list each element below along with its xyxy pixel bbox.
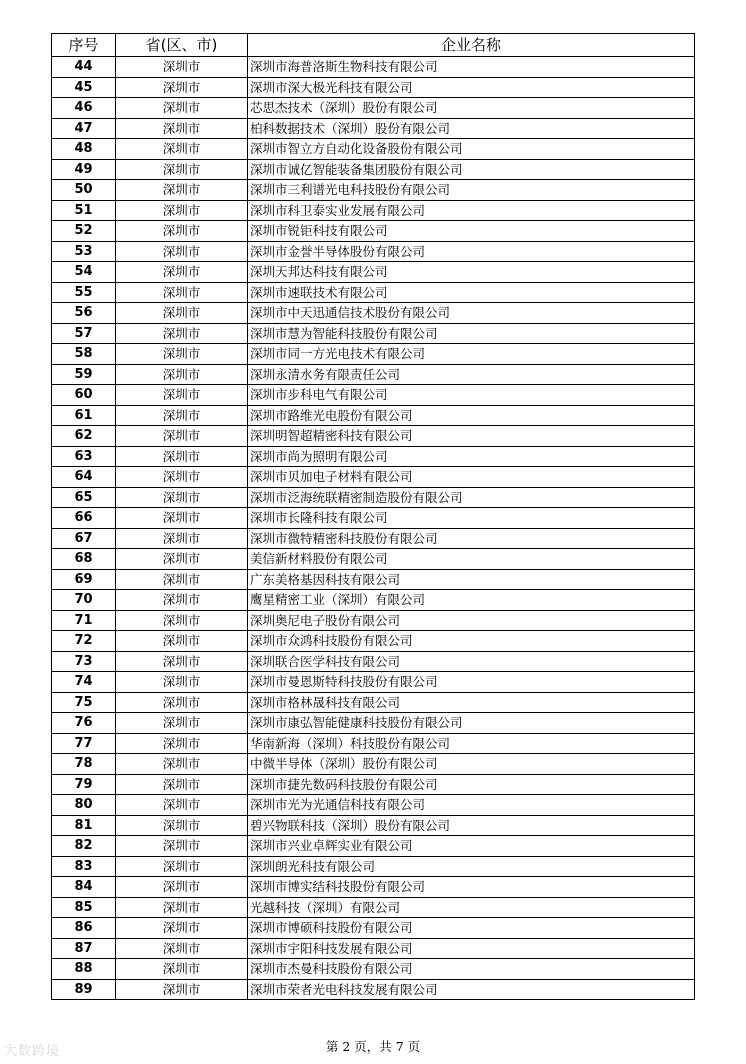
table-row — [52, 590, 695, 611]
table-row — [52, 159, 695, 180]
cell-company-name: 鹰星精密工业（深圳）有限公司 — [248, 590, 695, 611]
table-row — [52, 385, 695, 406]
cell-serial-number: 72 — [52, 631, 116, 652]
table-row — [52, 918, 695, 939]
cell-province: 深圳市 — [116, 344, 248, 365]
cell-serial-number: 58 — [52, 344, 116, 365]
page-footer: 第 2 页，共 7 页 — [325, 1039, 421, 1054]
cell-province: 深圳市 — [116, 200, 248, 221]
table-row — [52, 877, 695, 898]
cell-province: 深圳市 — [116, 590, 248, 611]
cell-serial-number: 86 — [52, 918, 116, 939]
table-body — [52, 57, 695, 1000]
cell-province: 深圳市 — [116, 651, 248, 672]
cell-province: 深圳市 — [116, 139, 248, 160]
cell-company-name: 深圳市智立方自动化设备股份有限公司 — [248, 139, 695, 160]
cell-province: 深圳市 — [116, 610, 248, 631]
cell-province: 深圳市 — [116, 180, 248, 201]
header-province: 省(区、市) — [116, 34, 248, 57]
cell-serial-number: 53 — [52, 241, 116, 262]
cell-company-name: 深圳市中天迅通信技术股份有限公司 — [248, 303, 695, 324]
cell-company-name: 深圳市科卫泰实业发展有限公司 — [248, 200, 695, 221]
cell-company-name: 深圳市同一方光电技术有限公司 — [248, 344, 695, 365]
cell-serial-number: 73 — [52, 651, 116, 672]
table-row — [52, 508, 695, 529]
cell-province: 深圳市 — [116, 692, 248, 713]
table-row — [52, 221, 695, 242]
cell-serial-number: 75 — [52, 692, 116, 713]
cell-province: 深圳市 — [116, 241, 248, 262]
table-row — [52, 795, 695, 816]
cell-province: 深圳市 — [116, 364, 248, 385]
table-row — [52, 344, 695, 365]
cell-province: 深圳市 — [116, 979, 248, 1000]
cell-company-name: 深圳天邦达科技有限公司 — [248, 262, 695, 283]
cell-company-name: 深圳市兴业卓辉实业有限公司 — [248, 836, 695, 857]
cell-province: 深圳市 — [116, 98, 248, 119]
cell-company-name: 柏科数据技术（深圳）股份有限公司 — [248, 118, 695, 139]
cell-serial-number: 45 — [52, 77, 116, 98]
cell-province: 深圳市 — [116, 118, 248, 139]
header-row — [52, 34, 695, 57]
cell-serial-number: 54 — [52, 262, 116, 283]
cell-province: 深圳市 — [116, 713, 248, 734]
cell-serial-number: 79 — [52, 774, 116, 795]
cell-serial-number: 66 — [52, 508, 116, 529]
cell-serial-number: 60 — [52, 385, 116, 406]
cell-company-name: 深圳市长隆科技有限公司 — [248, 508, 695, 529]
table-row — [52, 979, 695, 1000]
cell-serial-number: 64 — [52, 467, 116, 488]
table-row — [52, 282, 695, 303]
header-serial-number: 序号 — [52, 34, 116, 57]
cell-province: 深圳市 — [116, 262, 248, 283]
cell-province: 深圳市 — [116, 856, 248, 877]
cell-company-name: 深圳市三利谱光电科技股份有限公司 — [248, 180, 695, 201]
table-row — [52, 139, 695, 160]
cell-serial-number: 51 — [52, 200, 116, 221]
header-company-name: 企业名称 — [248, 34, 695, 57]
cell-serial-number: 70 — [52, 590, 116, 611]
cell-company-name: 深圳市深大极光科技有限公司 — [248, 77, 695, 98]
cell-province: 深圳市 — [116, 672, 248, 693]
cell-province: 深圳市 — [116, 528, 248, 549]
cell-province: 深圳市 — [116, 282, 248, 303]
cell-company-name: 深圳联合医学科技有限公司 — [248, 651, 695, 672]
cell-company-name: 深圳市金誉半导体股份有限公司 — [248, 241, 695, 262]
cell-serial-number: 47 — [52, 118, 116, 139]
cell-company-name: 深圳市泛海统联精密制造股份有限公司 — [248, 487, 695, 508]
cell-company-name: 深圳市诚亿智能装备集团股份有限公司 — [248, 159, 695, 180]
table-row — [52, 405, 695, 426]
cell-company-name: 中微半导体（深圳）股份有限公司 — [248, 754, 695, 775]
cell-province: 深圳市 — [116, 487, 248, 508]
cell-serial-number: 65 — [52, 487, 116, 508]
table-row — [52, 631, 695, 652]
table-row — [52, 303, 695, 324]
cell-serial-number: 68 — [52, 549, 116, 570]
cell-company-name: 深圳市锐钜科技有限公司 — [248, 221, 695, 242]
cell-company-name: 深圳市微特精密科技股份有限公司 — [248, 528, 695, 549]
cell-serial-number: 87 — [52, 938, 116, 959]
cell-company-name: 深圳市速联技术有限公司 — [248, 282, 695, 303]
cell-province: 深圳市 — [116, 323, 248, 344]
cell-company-name: 深圳市博实结科技股份有限公司 — [248, 877, 695, 898]
cell-company-name: 深圳奥尼电子股份有限公司 — [248, 610, 695, 631]
table-row — [52, 692, 695, 713]
cell-company-name: 深圳市尚为照明有限公司 — [248, 446, 695, 467]
cell-company-name: 深圳市路维光电股份有限公司 — [248, 405, 695, 426]
cell-company-name: 深圳市格林晟科技有限公司 — [248, 692, 695, 713]
table-row — [52, 323, 695, 344]
cell-serial-number: 69 — [52, 569, 116, 590]
cell-company-name: 美信新材料股份有限公司 — [248, 549, 695, 570]
cell-province: 深圳市 — [116, 467, 248, 488]
cell-province: 深圳市 — [116, 569, 248, 590]
cell-province: 深圳市 — [116, 508, 248, 529]
cell-company-name: 深圳市宇阳科技发展有限公司 — [248, 938, 695, 959]
cell-company-name: 深圳市步科电气有限公司 — [248, 385, 695, 406]
cell-serial-number: 80 — [52, 795, 116, 816]
table-row — [52, 856, 695, 877]
table-row — [52, 774, 695, 795]
cell-province: 深圳市 — [116, 815, 248, 836]
table-row — [52, 651, 695, 672]
cell-serial-number: 74 — [52, 672, 116, 693]
cell-company-name: 深圳市众鸿科技股份有限公司 — [248, 631, 695, 652]
cell-serial-number: 83 — [52, 856, 116, 877]
cell-serial-number: 62 — [52, 426, 116, 447]
cell-province: 深圳市 — [116, 959, 248, 980]
cell-province: 深圳市 — [116, 159, 248, 180]
cell-company-name: 华南新海（深圳）科技股份有限公司 — [248, 733, 695, 754]
table-row — [52, 118, 695, 139]
cell-province: 深圳市 — [116, 795, 248, 816]
cell-province: 深圳市 — [116, 385, 248, 406]
enterprise-list-table — [51, 33, 695, 1000]
table-row — [52, 446, 695, 467]
table-row — [52, 713, 695, 734]
cell-company-name: 深圳市捷先数码科技股份有限公司 — [248, 774, 695, 795]
cell-company-name: 深圳朗光科技有限公司 — [248, 856, 695, 877]
cell-province: 深圳市 — [116, 631, 248, 652]
cell-serial-number: 82 — [52, 836, 116, 857]
cell-company-name: 深圳市博硕科技股份有限公司 — [248, 918, 695, 939]
cell-serial-number: 57 — [52, 323, 116, 344]
table-row — [52, 897, 695, 918]
cell-company-name: 深圳市慧为智能科技股份有限公司 — [248, 323, 695, 344]
cell-province: 深圳市 — [116, 303, 248, 324]
cell-serial-number: 88 — [52, 959, 116, 980]
watermark-logo: 大数跨境 — [4, 1044, 61, 1059]
table-row — [52, 672, 695, 693]
table-row — [52, 98, 695, 119]
table-row — [52, 180, 695, 201]
cell-province: 深圳市 — [116, 836, 248, 857]
cell-serial-number: 78 — [52, 754, 116, 775]
cell-serial-number: 46 — [52, 98, 116, 119]
cell-province: 深圳市 — [116, 77, 248, 98]
cell-serial-number: 48 — [52, 139, 116, 160]
cell-company-name: 深圳市光为光通信科技有限公司 — [248, 795, 695, 816]
cell-company-name: 深圳明智超精密科技有限公司 — [248, 426, 695, 447]
cell-company-name: 光越科技（深圳）有限公司 — [248, 897, 695, 918]
cell-company-name: 芯思杰技术（深圳）股份有限公司 — [248, 98, 695, 119]
cell-serial-number: 44 — [52, 57, 116, 78]
table-row — [52, 467, 695, 488]
cell-province: 深圳市 — [116, 918, 248, 939]
cell-company-name: 深圳永清水务有限责任公司 — [248, 364, 695, 385]
table-row — [52, 200, 695, 221]
table-row — [52, 57, 695, 78]
cell-province: 深圳市 — [116, 405, 248, 426]
table-row — [52, 364, 695, 385]
cell-serial-number: 55 — [52, 282, 116, 303]
table-row — [52, 836, 695, 857]
cell-company-name: 深圳市康弘智能健康科技股份有限公司 — [248, 713, 695, 734]
table-row — [52, 262, 695, 283]
table-row — [52, 959, 695, 980]
cell-province: 深圳市 — [116, 938, 248, 959]
cell-serial-number: 56 — [52, 303, 116, 324]
cell-company-name: 广东美格基因科技有限公司 — [248, 569, 695, 590]
cell-serial-number: 59 — [52, 364, 116, 385]
cell-serial-number: 84 — [52, 877, 116, 898]
cell-serial-number: 63 — [52, 446, 116, 467]
cell-company-name: 深圳市贝加电子材料有限公司 — [248, 467, 695, 488]
table-row — [52, 549, 695, 570]
table-row — [52, 815, 695, 836]
cell-serial-number: 50 — [52, 180, 116, 201]
table-row — [52, 77, 695, 98]
cell-serial-number: 89 — [52, 979, 116, 1000]
cell-serial-number: 67 — [52, 528, 116, 549]
cell-province: 深圳市 — [116, 549, 248, 570]
table-row — [52, 426, 695, 447]
cell-province: 深圳市 — [116, 733, 248, 754]
cell-company-name: 深圳市海普洛斯生物科技有限公司 — [248, 57, 695, 78]
table-header — [52, 34, 695, 57]
cell-province: 深圳市 — [116, 426, 248, 447]
cell-province: 深圳市 — [116, 897, 248, 918]
cell-province: 深圳市 — [116, 57, 248, 78]
cell-company-name: 深圳市荣者光电科技发展有限公司 — [248, 979, 695, 1000]
table-row — [52, 733, 695, 754]
cell-serial-number: 81 — [52, 815, 116, 836]
cell-company-name: 碧兴物联科技（深圳）股份有限公司 — [248, 815, 695, 836]
cell-province: 深圳市 — [116, 774, 248, 795]
cell-serial-number: 76 — [52, 713, 116, 734]
cell-serial-number: 49 — [52, 159, 116, 180]
table-row — [52, 610, 695, 631]
cell-serial-number: 77 — [52, 733, 116, 754]
cell-serial-number: 52 — [52, 221, 116, 242]
cell-serial-number: 61 — [52, 405, 116, 426]
cell-serial-number: 71 — [52, 610, 116, 631]
table-row — [52, 528, 695, 549]
table-row — [52, 754, 695, 775]
cell-company-name: 深圳市杰曼科技股份有限公司 — [248, 959, 695, 980]
cell-province: 深圳市 — [116, 877, 248, 898]
table-row — [52, 938, 695, 959]
cell-serial-number: 85 — [52, 897, 116, 918]
cell-province: 深圳市 — [116, 221, 248, 242]
table-row — [52, 487, 695, 508]
cell-company-name: 深圳市曼恩斯特科技股份有限公司 — [248, 672, 695, 693]
cell-province: 深圳市 — [116, 754, 248, 775]
table-row — [52, 569, 695, 590]
cell-province: 深圳市 — [116, 446, 248, 467]
table-row — [52, 241, 695, 262]
